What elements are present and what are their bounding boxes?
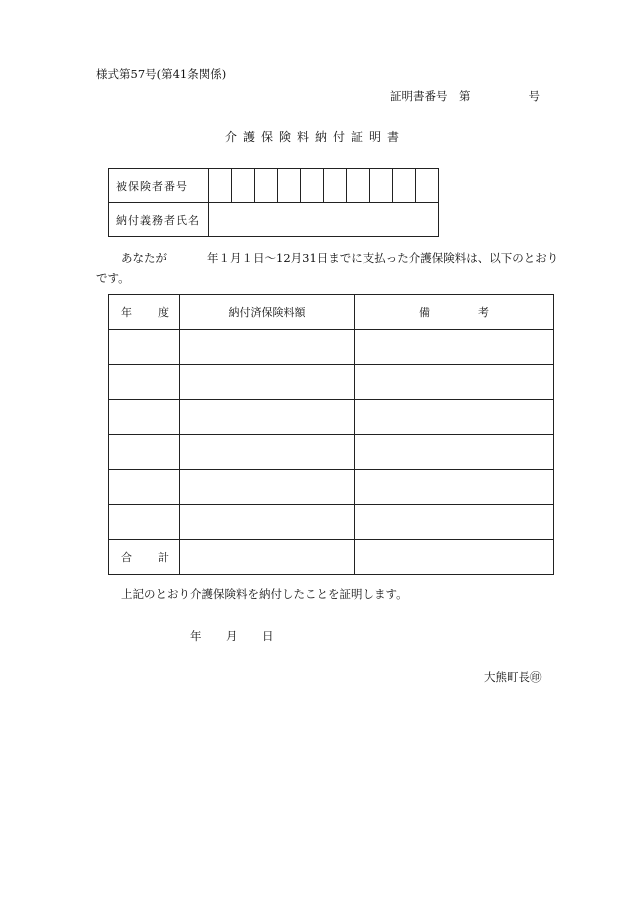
total-remarks-cell[interactable] [355, 540, 554, 575]
remarks-cell[interactable] [355, 365, 554, 400]
payer-name-field[interactable] [209, 203, 439, 237]
remarks-header-char-1: 備 [419, 306, 430, 319]
amount-cell[interactable] [180, 435, 355, 470]
year-cell[interactable] [109, 365, 180, 400]
payer-name-row [109, 203, 439, 237]
year-cell[interactable] [109, 400, 180, 435]
amount-cell[interactable] [180, 400, 355, 435]
insured-number-digit-box[interactable] [232, 169, 255, 203]
amount-cell[interactable] [180, 365, 355, 400]
intro-rest: 年１月１日～12月31日までに支払った介護保険料は、以下のとおり [207, 251, 559, 265]
closing-statement: 上記のとおり介護保険料を納付したことを証明します。 [121, 587, 408, 601]
remarks-header-char-2: 考 [478, 306, 489, 319]
column-header-year [109, 295, 180, 330]
insured-number-digit-box[interactable] [255, 169, 278, 203]
table-row [109, 470, 554, 505]
insured-number-digit-box[interactable] [393, 169, 416, 203]
remarks-cell[interactable] [355, 505, 554, 540]
table-row [109, 400, 554, 435]
remarks-cell[interactable] [355, 330, 554, 365]
issue-date [190, 628, 274, 644]
column-header-remarks [355, 295, 554, 330]
table-row [109, 435, 554, 470]
insured-number-row [109, 169, 439, 203]
intro-line-1 [121, 250, 558, 266]
insured-info-table [108, 168, 439, 237]
total-label-char-2: 計 [158, 551, 169, 564]
intro-prefix: あなたが [121, 251, 167, 265]
amount-cell[interactable] [180, 470, 355, 505]
date-day-label: 日 [262, 629, 274, 643]
insured-number-digit-box[interactable] [370, 169, 393, 203]
remarks-cell[interactable] [355, 470, 554, 505]
amount-cell[interactable] [180, 330, 355, 365]
date-year-label: 年 [190, 629, 202, 643]
insured-number-digit-box[interactable] [416, 169, 439, 203]
date-month-label: 月 [226, 629, 238, 643]
year-header-char-2: 度 [158, 306, 169, 319]
total-row [109, 540, 554, 575]
insured-number-digit-box[interactable] [324, 169, 347, 203]
table-row [109, 365, 554, 400]
certificate-number-suffix: 号 [528, 89, 540, 103]
insured-number-digit-box[interactable] [209, 169, 232, 203]
payment-table [108, 294, 554, 575]
insured-number-digit-box[interactable] [301, 169, 324, 203]
year-cell[interactable] [109, 505, 180, 540]
certificate-number [390, 88, 540, 104]
year-header-char-1: 年 [121, 306, 132, 319]
payer-name-label: 納付義務者氏名 [109, 203, 209, 237]
insured-number-digit-box[interactable] [347, 169, 370, 203]
payment-table-header [109, 295, 554, 330]
year-cell[interactable] [109, 330, 180, 365]
table-row [109, 505, 554, 540]
column-header-amount: 納付済保険料額 [180, 295, 355, 330]
amount-cell[interactable] [180, 505, 355, 540]
table-row [109, 330, 554, 365]
remarks-cell[interactable] [355, 400, 554, 435]
intro-line-2: です。 [96, 271, 130, 285]
insured-number-label: 被保険者番号 [109, 169, 209, 203]
form-number: 様式第57号(第41条関係) [96, 67, 227, 81]
year-cell[interactable] [109, 435, 180, 470]
certificate-number-label: 証明書番号 第 [390, 89, 471, 103]
total-amount-cell[interactable] [180, 540, 355, 575]
document-title: 介護保険料納付証明書 [224, 130, 405, 144]
insured-number-digit-box[interactable] [278, 169, 301, 203]
total-label-char-1: 合 [121, 551, 132, 564]
issuer-signature: 大熊町長㊞ [484, 670, 542, 684]
year-cell[interactable] [109, 470, 180, 505]
total-label [109, 540, 180, 575]
remarks-cell[interactable] [355, 435, 554, 470]
